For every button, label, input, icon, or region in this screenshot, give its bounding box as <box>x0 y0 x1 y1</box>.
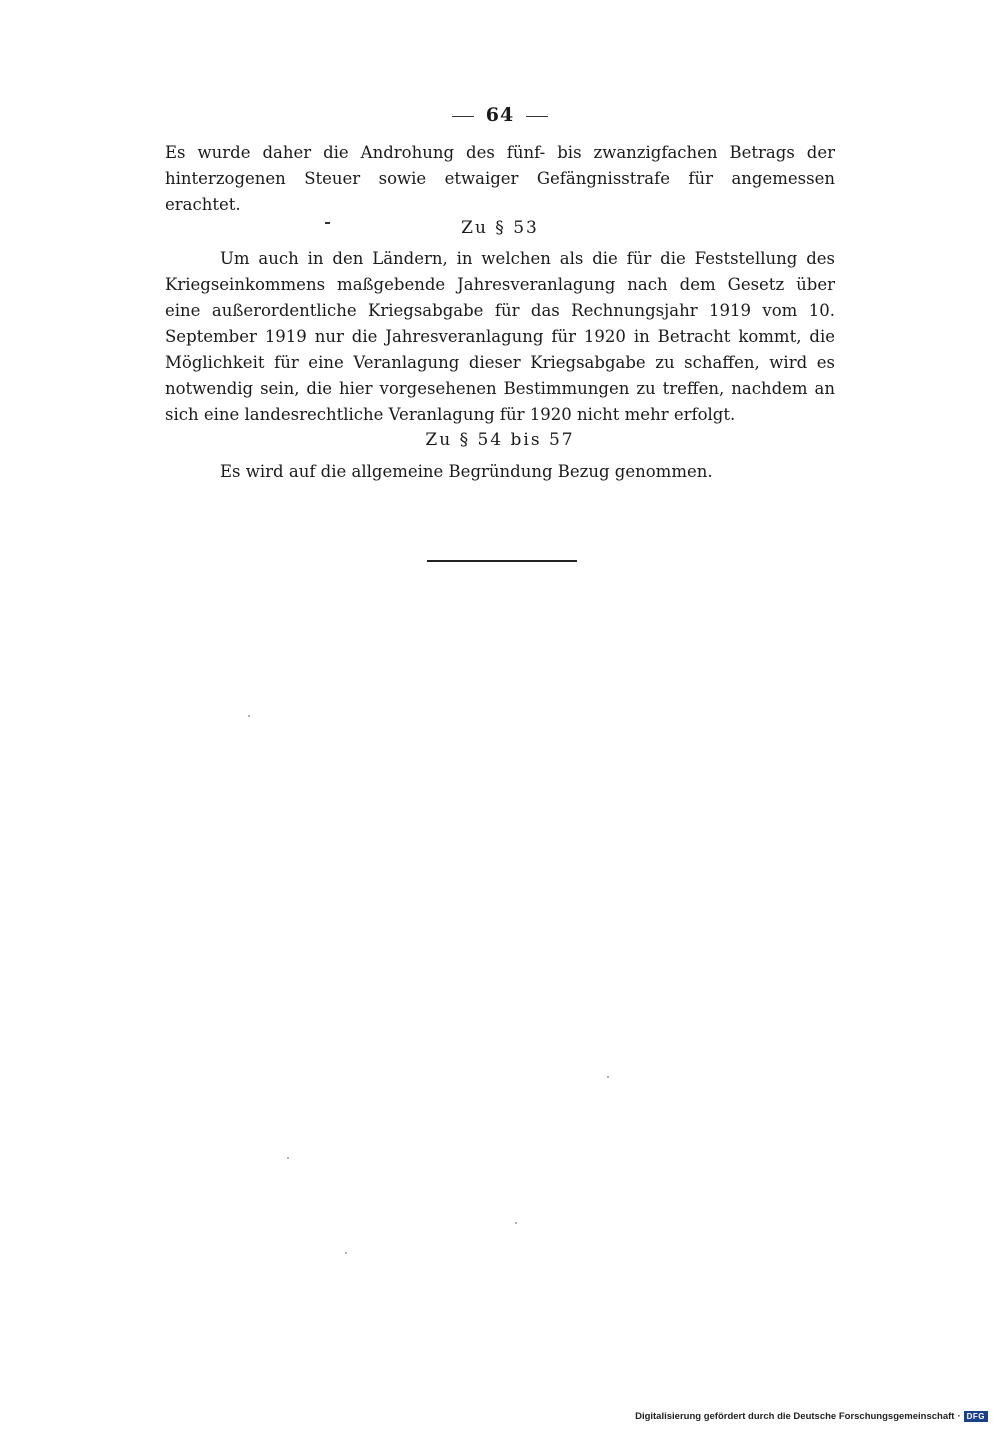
footer-separator: · <box>957 1411 961 1422</box>
scan-speck <box>345 1252 347 1254</box>
section-54-57-paragraph: Es wird auf die allgemeine Begründung Bezug genommen. <box>220 462 713 481</box>
page-number <box>0 104 1000 126</box>
scan-speck <box>248 715 250 717</box>
page-number-value: 64 <box>485 104 515 126</box>
right-dash <box>526 116 548 117</box>
left-dash <box>452 116 474 117</box>
scan-speck <box>515 1222 517 1224</box>
section-53-paragraph: Um auch in den Ländern, in welchen als die für die Feststellung des Kriegseinkommens maßgebende Jahresveranlagung nach dem Gesetz über eine außerordentliche Kriegsabgabe für das Rechnungsjahr 1919 vom 10. September 1919 nur die Jahresveranlagung für 1920 in Betracht kommt, die Möglichkeit für eine Veranlagung dieser Kriegsabgabe zu schaffen, wird es notwendig sein, die hier vorgesehenen Bestimmungen zu treffen, nachdem an sich eine landesrechtliche Veranlagung für 1920 nicht mehr erfolgt. <box>165 249 835 424</box>
intro-paragraph: Es wurde daher die Androhung des fünf- bis zwanzigfachen Betrags der hinterzogenen Steuer sowie etwaiger Gefängnisstrafe für angemessen erachtet. <box>165 143 835 214</box>
scan-speck <box>607 1076 609 1078</box>
digitization-credit: Digitalisierung gefördert durch die Deutsche Forschungsgemeinschaft <box>635 1411 955 1422</box>
section-53-heading: Zu § 53 <box>461 218 539 238</box>
scan-speck <box>287 1157 289 1159</box>
digitization-footer <box>635 1411 988 1422</box>
closing-rule <box>427 560 577 562</box>
section-54-57-heading: Zu § 54 bis 57 <box>425 430 575 450</box>
dfg-logo-icon: DFG <box>964 1411 988 1422</box>
